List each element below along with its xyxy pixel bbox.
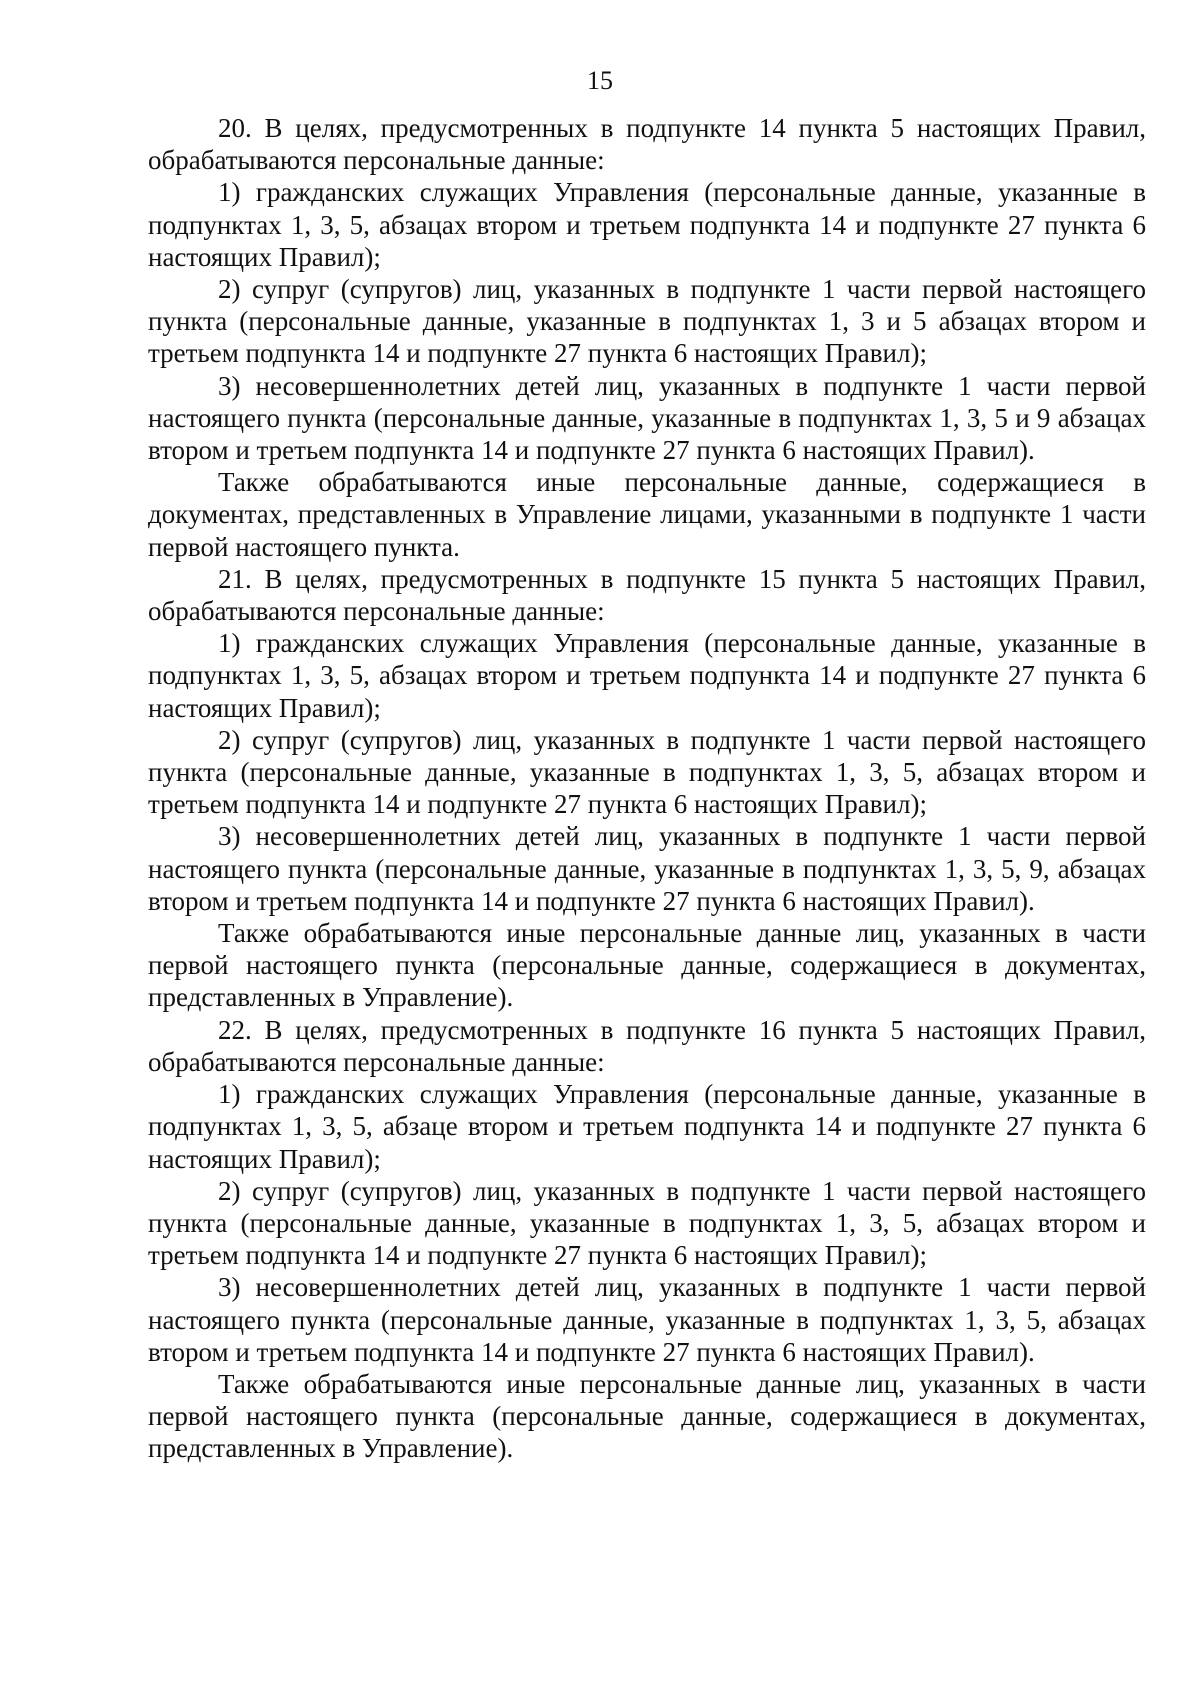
paragraph-20-item-1: 1) гражданских служащих Управления (персональные данные, указанные в подпунктах 1, 3, 5, абзацах втором и третьем подпункта 14 и подпункте 27 пункта 6 настоящих Правил); [148, 177, 1146, 272]
paragraph-22-item-3: 3) несовершеннолетних детей лиц, указанных в подпункте 1 части первой настоящего пункта (персональные данные, указанные в подпунктах 1, 3, 5, абзацах втором и третьем подпункта 14 и подпункте 27 пункта 6 настоящих Правил). [148, 1272, 1146, 1367]
paragraph-20-item-2: 2) супруг (супругов) лиц, указанных в подпункте 1 части первой настоящего пункта (персональные данные, указанные в подпунктах 1, 3 и 5 абзацах втором и третьем подпункта 14 и подпункте 27 пункта 6 настоящих Правил); [148, 274, 1146, 369]
paragraph-22-also: Также обрабатываются иные персональные данные лиц, указанных в части первой настоящего пункта (персональные данные, содержащиеся в документах, представленных в Управление). [148, 1368, 1146, 1464]
paragraph-22-item-1: 1) гражданских служащих Управления (персональные данные, указанные в подпунктах 1, 3, 5, абзаце втором и третьем подпункта 14 и подпункте 27 пункта 6 настоящих Правил); [148, 1079, 1146, 1174]
paragraph-22-intro: 22. В целях, предусмотренных в подпункте 16 пункта 5 настоящих Правил, обрабатываются персональные данные: [148, 1014, 1146, 1077]
paragraph-21-item-1: 1) гражданских служащих Управления (персональные данные, указанные в подпунктах 1, 3, 5, абзацах втором и третьем подпункта 14 и подпункте 27 пункта 6 настоящих Правил); [148, 628, 1146, 723]
document-body [148, 112, 1146, 1465]
paragraph-21-item-3: 3) несовершеннолетних детей лиц, указанных в подпункте 1 части первой настоящего пункта (персональные данные, указанные в подпунктах 1, 3, 5, 9, абзацах втором и третьем подпункта 14 и подпункте 27 пункта 6 настоящих Правил). [148, 821, 1146, 916]
paragraph-22-item-2: 2) супруг (супругов) лиц, указанных в подпункте 1 части первой настоящего пункта (персональные данные, указанные в подпунктах 1, 3, 5, абзацах втором и третьем подпункта 14 и подпункте 27 пункта 6 настоящих Правил); [148, 1175, 1146, 1271]
paragraph-20-also: Также обрабатываются иные персональные данные, содержащиеся в документах, представленных в Управление лицами, указанными в подпункте 1 части первой настоящего пункта. [148, 467, 1146, 562]
page-number: 15 [587, 66, 613, 95]
paragraph-21-also: Также обрабатываются иные персональные данные лиц, указанных в части первой настоящего пункта (персональные данные, содержащиеся в документах, представленных в Управление). [148, 918, 1146, 1013]
paragraph-21-intro: 21. В целях, предусмотренных в подпункте 15 пункта 5 настоящих Правил, обрабатываются персональные данные: [148, 563, 1146, 627]
paragraph-21-item-2: 2) супруг (супругов) лиц, указанных в подпункте 1 части первой настоящего пункта (персональные данные, указанные в подпунктах 1, 3, 5, абзацах втором и третьем подпункта 14 и подпункте 27 пункта 6 настоящих Правил); [148, 724, 1146, 820]
paragraph-20-item-3: 3) несовершеннолетних детей лиц, указанных в подпункте 1 части первой настоящего пункта (персональные данные, указанные в подпунктах 1, 3, 5 и 9 абзацах втором и третьем подпункта 14 и подпункте 27 пункта 6 настоящих Правил). [148, 370, 1146, 466]
paragraph-20-intro: 20. В целях, предусмотренных в подпункте 14 пункта 5 настоящих Правил, обрабатываются персональные данные: [148, 113, 1146, 176]
